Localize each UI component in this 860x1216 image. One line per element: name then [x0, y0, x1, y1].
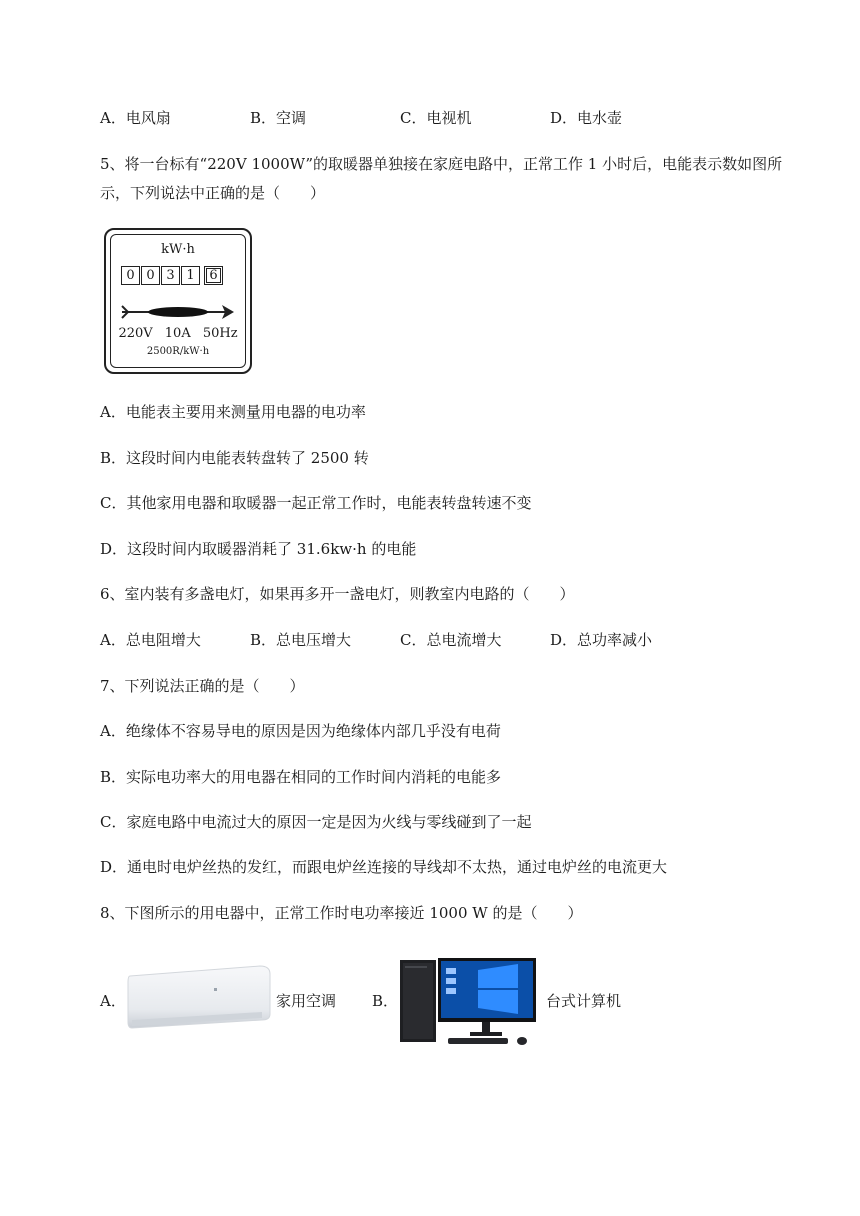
- q8-option-a-letter: A．: [100, 992, 126, 1010]
- q8-option-a-caption: 家用空调: [276, 992, 337, 1010]
- meter-digit-decimal: 6: [204, 266, 223, 285]
- q5-option-a: A．电能表主要用来测量用电器的电功率: [100, 403, 366, 421]
- q4-option-d: D．电水壶: [550, 109, 623, 127]
- q6-option-b: B．总电压增大: [250, 631, 352, 649]
- q7-option-d: D．通电时电炉丝热的发红，而跟电炉丝连接的导线却不太热，通过电炉丝的电流更大: [100, 858, 668, 876]
- electric-meter-figure: [104, 228, 252, 374]
- meter-unit: kW·h: [161, 242, 195, 257]
- meter-digit: 1: [181, 266, 200, 285]
- q4-option-c: C．电视机: [400, 109, 472, 127]
- air-conditioner-icon: [126, 962, 272, 1032]
- q5-stem-line2: 示，下列说法中正确的是（ ）: [100, 184, 326, 202]
- q4-option-a: A．电风扇: [100, 109, 171, 127]
- q5-option-d: D．这段时间内取暖器消耗了 31.6kw·h 的电能: [100, 540, 417, 558]
- meter-spec: 220V 10A 50Hz: [118, 326, 238, 341]
- q5-option-c: C．其他家用电器和取暖器一起正常工作时，电能表转盘转速不变: [100, 494, 532, 512]
- q5-stem-line1: 5、将一台标有“220V 1000W”的取暖器单独接在家庭电路中，正常工作 1 小时后，电能表示数如图所: [100, 155, 783, 173]
- q7-option-c: C．家庭电路中电流过大的原因一定是因为火线与零线碰到了一起: [100, 813, 532, 831]
- meter-digits: [121, 266, 224, 285]
- meter-digit: 0: [141, 266, 160, 285]
- desktop-computer-icon: [398, 956, 538, 1048]
- q4-option-b: B．空调: [250, 109, 307, 127]
- q6-option-a: A．总电阻增大: [100, 631, 201, 649]
- q5-option-b: B．这段时间内电能表转盘转了 2500 转: [100, 449, 369, 467]
- q6-stem: 6、室内装有多盏电灯，如果再多开一盏电灯，则教室内电路的（ ）: [100, 585, 575, 603]
- meter-revolutions: 2500R/kW·h: [146, 346, 210, 357]
- q8-option-b-letter: B．: [372, 992, 399, 1010]
- meter-digit: 0: [121, 266, 140, 285]
- meter-digit: 3: [161, 266, 180, 285]
- q7-option-b: B．实际电功率大的用电器在相同的工作时间内消耗的电能多: [100, 768, 502, 786]
- q8-option-b-caption: 台式计算机: [546, 992, 622, 1010]
- q7-stem: 7、下列说法正确的是（ ）: [100, 677, 305, 695]
- q6-option-d: D．总功率减小: [550, 631, 653, 649]
- meter-disc-arrow-icon: [120, 302, 236, 322]
- q8-stem: 8、下图所示的用电器中，正常工作时电功率接近 1000 W 的是（ ）: [100, 904, 583, 922]
- q6-option-c: C．总电流增大: [400, 631, 502, 649]
- q7-option-a: A．绝缘体不容易导电的原因是因为绝缘体内部几乎没有电荷: [100, 722, 501, 740]
